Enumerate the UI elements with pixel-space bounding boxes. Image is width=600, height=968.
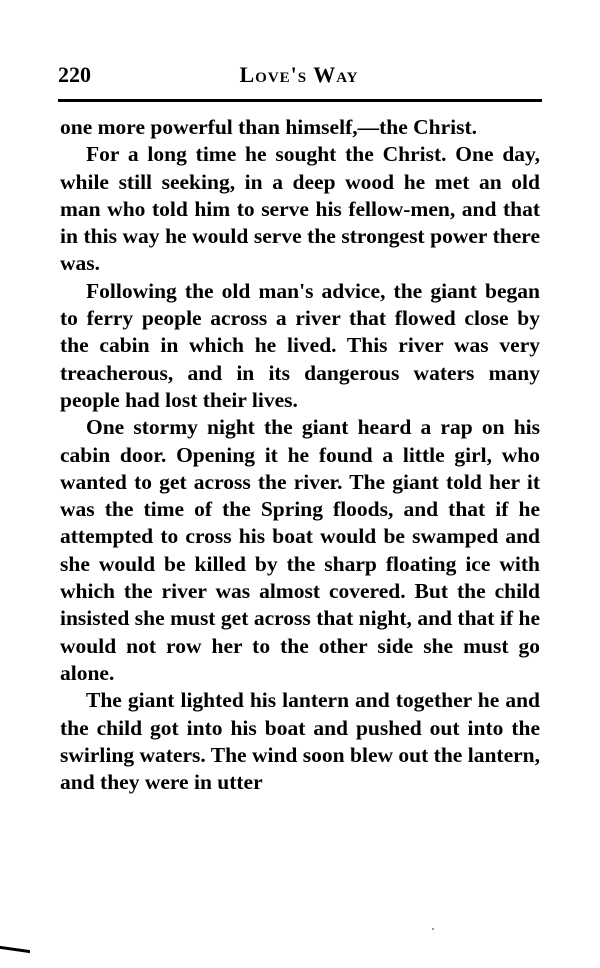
paragraph: For a long time he sought the Christ. One day, while still seeking, in a deep wood he met an old man who told him to serve his fellow-men, and that in this way he would serve the strongest power there was.	[60, 142, 540, 276]
paragraph-continuation: one more powerful than himself,—the Christ.	[60, 115, 478, 139]
scan-edge-mark	[0, 946, 30, 953]
page-header	[58, 60, 540, 92]
scan-speck	[432, 928, 434, 930]
paragraph: The giant lighted his lantern and together he and the child got into his boat and pushed out into the swirling waters. The wind soon blew out the lantern, and they were in utter	[60, 688, 540, 795]
running-title: Love's Way	[239, 62, 359, 87]
body-text	[60, 114, 540, 796]
paragraph: Following the old man's advice, the giant began to ferry people across a river that flowed close by the cabin in which he lived. This river was very treacherous, and in its dangerous waters many people had lost their lives.	[60, 278, 540, 412]
page-number: 220	[58, 62, 91, 87]
paragraph: One stormy night the giant heard a rap on his cabin door. Opening it he found a little girl, who wanted to get across the river. The giant told her it was the time of the Spring floods, and that if he attempted to cross his boat would be swamped and she would be killed by the sharp floating ice with which the river was almost covered. But the child insisted she must get across that night, and that if he would not row her to the other side she must go alone.	[60, 415, 540, 685]
header-rule	[58, 99, 542, 102]
